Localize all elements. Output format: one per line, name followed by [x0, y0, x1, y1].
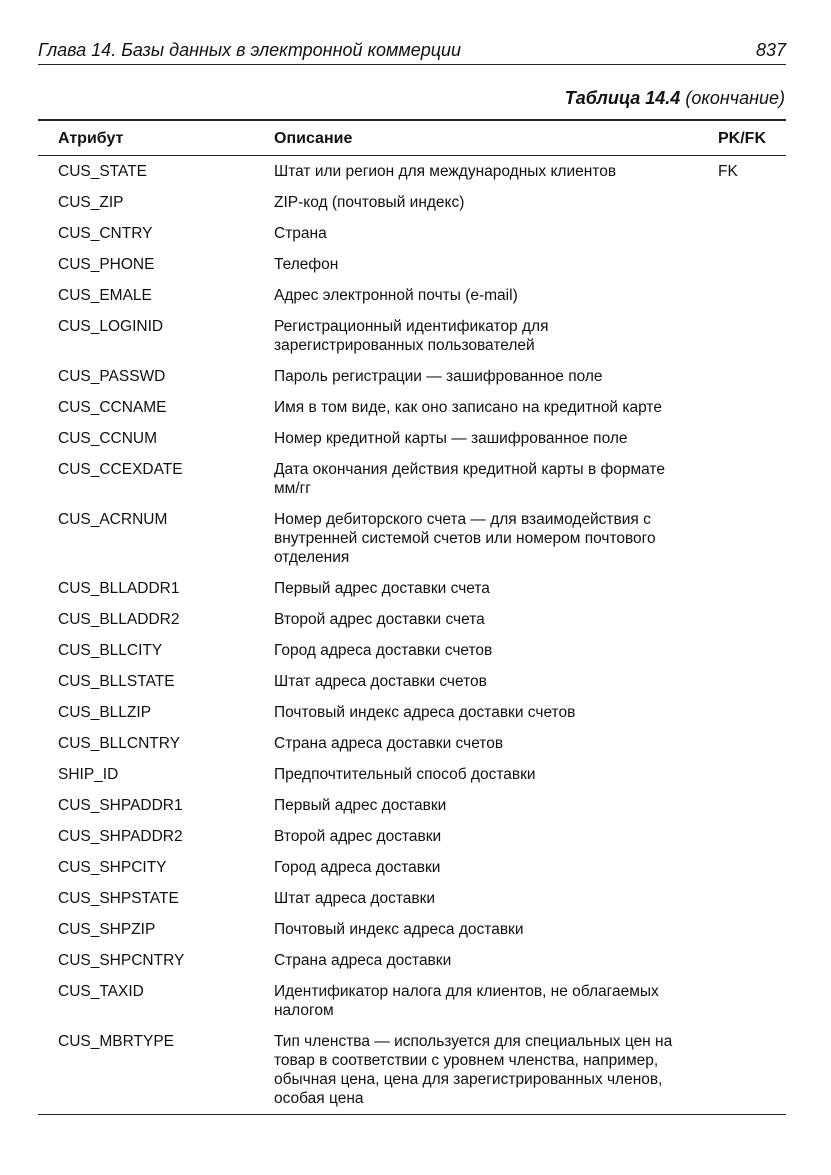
description-cell: Пароль регистрации — зашифрованное поле [274, 368, 603, 385]
key-cell [696, 392, 786, 423]
table-row [38, 759, 786, 790]
description-cell: Почтовый индекс адреса доставки [274, 921, 524, 938]
table-row [38, 573, 786, 604]
table-row [38, 635, 786, 666]
description-cell: Страна адреса доставки счетов [274, 735, 504, 752]
column-header-attribute: Атрибут [58, 129, 124, 147]
table-row [38, 311, 786, 361]
attribute-cell: CUS_ACRNUM [58, 511, 168, 528]
key-cell [696, 790, 786, 821]
attribute-table-wrapper [38, 119, 786, 1115]
description-cell: Штат адреса доставки [274, 890, 436, 907]
key-cell [696, 423, 786, 454]
table-body [38, 156, 786, 1115]
description-cell: ZIP-код (почтовый индекс) [274, 194, 465, 211]
attribute-cell: CUS_MBRTYPE [58, 1033, 174, 1050]
attribute-cell: CUS_STATE [58, 163, 147, 180]
description-cell: Номер кредитной карты — зашифрованное поле [274, 430, 628, 447]
key-cell [696, 573, 786, 604]
key-cell [696, 821, 786, 852]
description-cell: Почтовый индекс адреса доставки счетов [274, 704, 576, 721]
attribute-cell: CUS_SHPADDR2 [58, 828, 183, 845]
table-row [38, 914, 786, 945]
key-cell [696, 728, 786, 759]
key-cell [696, 1026, 786, 1115]
key-cell [696, 945, 786, 976]
attribute-cell: CUS_CNTRY [58, 225, 153, 242]
attribute-cell: CUS_EMALE [58, 287, 152, 304]
table-row [38, 852, 786, 883]
attribute-cell: CUS_BLLADDR1 [58, 580, 180, 597]
table-row [38, 249, 786, 280]
table-header [38, 120, 786, 156]
table-row [38, 976, 786, 1026]
key-cell [696, 914, 786, 945]
table-row [38, 218, 786, 249]
table-row [38, 728, 786, 759]
key-cell [696, 883, 786, 914]
attribute-cell: CUS_SHPSTATE [58, 890, 179, 907]
column-header-description: Описание [274, 129, 353, 147]
description-cell: Страна адреса доставки [274, 952, 452, 969]
description-cell: Регистрационный идентификатор для зарегистрированных пользователей [274, 318, 549, 354]
description-cell: Адрес электронной почты (e-mail) [274, 287, 518, 304]
table-row [38, 1026, 786, 1115]
attribute-cell: CUS_BLLZIP [58, 704, 152, 721]
key-cell [696, 187, 786, 218]
running-header [38, 38, 786, 65]
description-cell: Город адреса доставки [274, 859, 441, 876]
table-row [38, 604, 786, 635]
table-caption [565, 88, 785, 109]
key-cell [696, 454, 786, 504]
attribute-cell: CUS_CCEXDATE [58, 461, 183, 478]
description-cell: Номер дебиторского счета — для взаимодействия с внутренней системой счетов или номером почтового отделения [274, 511, 656, 566]
description-cell: Имя в том виде, как оно записано на кредитной карте [274, 399, 662, 416]
description-cell: Предпочтительный способ доставки [274, 766, 536, 783]
description-cell: Второй адрес доставки счета [274, 611, 485, 628]
attribute-cell: CUS_ZIP [58, 194, 124, 211]
table-header-row [38, 120, 786, 156]
attribute-cell: CUS_CCNAME [58, 399, 167, 416]
description-cell: Дата окончания действия кредитной карты в формате мм/гг [274, 461, 665, 497]
column-header-key: PK/FK [718, 129, 766, 147]
table-row [38, 156, 786, 188]
key-cell [696, 311, 786, 361]
table-row [38, 821, 786, 852]
description-cell: Страна [274, 225, 327, 242]
key-cell [696, 280, 786, 311]
page-number: 837 [755, 40, 786, 60]
attribute-cell: CUS_BLLCITY [58, 642, 163, 659]
description-cell: Штат адреса доставки счетов [274, 673, 487, 690]
key-cell [696, 604, 786, 635]
key-cell [696, 218, 786, 249]
description-cell: Первый адрес доставки счета [274, 580, 490, 597]
description-cell: Телефон [274, 256, 339, 273]
table-row [38, 187, 786, 218]
table-row [38, 666, 786, 697]
attribute-cell: CUS_BLLCNTRY [58, 735, 181, 752]
key-cell [696, 976, 786, 1026]
key-cell [696, 361, 786, 392]
running-title: Глава 14. Базы данных в электронной коммерции [38, 40, 462, 60]
table-row [38, 454, 786, 504]
description-cell: Первый адрес доставки [274, 797, 447, 814]
attribute-cell: CUS_SHPCITY [58, 859, 167, 876]
description-cell: Город адреса доставки счетов [274, 642, 493, 659]
table-row [38, 790, 786, 821]
table-row [38, 361, 786, 392]
table-row [38, 423, 786, 454]
table-row [38, 504, 786, 573]
key-cell [696, 759, 786, 790]
attribute-cell: CUS_LOGINID [58, 318, 164, 335]
attribute-cell: CUS_SHPCNTRY [58, 952, 185, 969]
key-cell [696, 249, 786, 280]
attribute-cell: CUS_SHPZIP [58, 921, 156, 938]
attribute-cell: CUS_PASSWD [58, 368, 166, 385]
attribute-cell: CUS_TAXID [58, 983, 144, 1000]
description-cell: Штат или регион для международных клиентов [274, 163, 617, 180]
table-row [38, 392, 786, 423]
key-cell: FK [718, 163, 738, 180]
attribute-cell: CUS_BLLSTATE [58, 673, 175, 690]
attribute-cell: SHIP_ID [58, 766, 119, 783]
key-cell [696, 697, 786, 728]
description-cell: Тип членства — используется для специальных цен на товар в соответствии с уровнем членства, например, обычная цена, цена для зарегистрированных членов, особая цена [274, 1033, 673, 1107]
key-cell [696, 504, 786, 573]
key-cell [696, 635, 786, 666]
key-cell [696, 852, 786, 883]
table-row [38, 697, 786, 728]
table-row [38, 945, 786, 976]
attribute-cell: CUS_CCNUM [58, 430, 158, 447]
attribute-cell: CUS_SHPADDR1 [58, 797, 183, 814]
table-row [38, 883, 786, 914]
table-row [38, 280, 786, 311]
table-caption-suffix: (окончание) [685, 88, 785, 108]
attribute-cell: CUS_BLLADDR2 [58, 611, 180, 628]
attribute-table [38, 119, 786, 1115]
description-cell: Второй адрес доставки [274, 828, 442, 845]
key-cell [696, 666, 786, 697]
attribute-cell: CUS_PHONE [58, 256, 155, 273]
table-caption-label: Таблица 14.4 [564, 88, 681, 108]
description-cell: Идентификатор налога для клиентов, не облагаемых налогом [274, 983, 659, 1019]
